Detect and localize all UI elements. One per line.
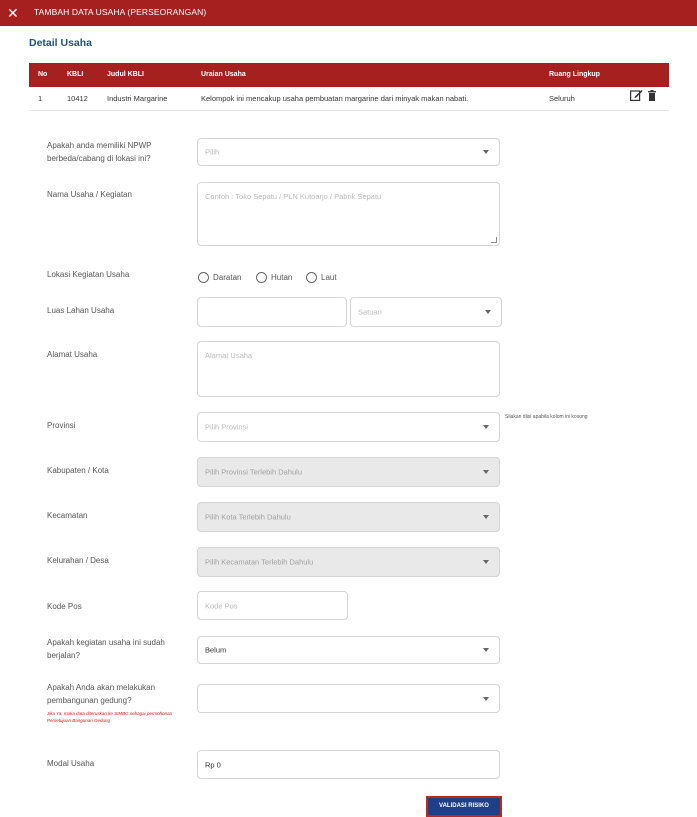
- provinsi-select[interactable]: Pilih Provinsi: [197, 412, 500, 442]
- berjalan-label: Apakah kegiatan usaha ini sudah berjalan?: [47, 638, 165, 660]
- modal-usaha-input[interactable]: Rp 0: [197, 750, 500, 779]
- column-header-no: No: [38, 71, 48, 78]
- chevron-down-icon: [483, 648, 489, 652]
- column-header-judul: Judul KBLI: [107, 71, 144, 78]
- kode-pos-input[interactable]: Kode Pos: [197, 591, 348, 620]
- nama-usaha-textarea[interactable]: Contoh : Toko Sepatu / PLN Kutoarjo / Pabrik Sepatu: [197, 182, 500, 246]
- modal-usaha-label: Modal Usaha: [47, 759, 95, 768]
- radio-daratan[interactable]: Daratan: [198, 272, 241, 283]
- cell-judul: Industri Margarine: [107, 94, 168, 103]
- section-title: Detail Usaha: [29, 37, 93, 49]
- modal-header: [0, 0, 697, 26]
- kbli-table: [29, 63, 669, 111]
- provinsi-hint: Silakan diisi apabila kolom ini kosong: [505, 414, 588, 420]
- cell-no: 1: [38, 94, 43, 103]
- column-header-uraian: Uraian Usaha: [201, 71, 246, 78]
- column-header-kbli: KBLI: [67, 71, 84, 78]
- kabupaten-label: Kabupaten / Kota: [47, 466, 109, 475]
- radio-laut[interactable]: Laut: [306, 272, 337, 283]
- alamat-textarea[interactable]: Alamat Usaha: [197, 341, 500, 397]
- lokasi-label: Lokasi Kegiatan Usaha: [47, 270, 130, 279]
- validasi-risiko-button[interactable]: VALIDASI RISIKO: [426, 796, 502, 817]
- gedung-label: Apakah Anda akan melakukan pembangunan gedung?: [47, 683, 156, 705]
- chevron-down-icon: [483, 470, 489, 474]
- alamat-label: Alamat Usaha: [47, 350, 98, 359]
- luas-lahan-label: Luas Lahan Usaha: [47, 306, 115, 315]
- modal-title: TAMBAH DATA USAHA (PERSEORANGAN): [34, 7, 207, 17]
- nama-usaha-label: Nama Usaha / Kegiatan: [47, 190, 132, 199]
- edit-icon[interactable]: [630, 87, 643, 111]
- kelurahan-select[interactable]: Pilih Kecamatan Terlebih Dahulu: [197, 547, 500, 577]
- chevron-down-icon: [483, 150, 489, 154]
- radio-hutan[interactable]: Hutan: [256, 272, 292, 283]
- delete-icon[interactable]: [648, 87, 656, 111]
- close-icon[interactable]: ✕: [7, 5, 19, 21]
- column-header-ruang: Ruang Lingkup: [549, 71, 600, 78]
- cell-uraian: Kelompok ini mencakup usaha pembuatan margarine dari minyak makan nabati.: [201, 94, 469, 103]
- chevron-down-icon: [483, 515, 489, 519]
- table-header: [29, 63, 669, 87]
- berjalan-select[interactable]: Belum: [197, 636, 500, 664]
- npwp-select[interactable]: Pilih: [197, 138, 500, 166]
- cell-kbli: 10412: [67, 94, 88, 103]
- cell-ruang: Seluruh: [549, 94, 575, 103]
- radio-circle-icon: [198, 272, 209, 283]
- kode-pos-label: Kode Pos: [47, 602, 82, 611]
- chevron-down-icon: [483, 425, 489, 429]
- resize-handle[interactable]: [491, 237, 497, 243]
- chevron-down-icon: [483, 697, 489, 701]
- radio-circle-icon: [306, 272, 317, 283]
- chevron-down-icon: [485, 310, 491, 314]
- gedung-select[interactable]: [197, 684, 500, 713]
- chevron-down-icon: [483, 560, 489, 564]
- satuan-select[interactable]: Satuan: [350, 297, 502, 327]
- kecamatan-select[interactable]: Pilih Kota Terlebih Dahulu: [197, 502, 500, 532]
- radio-circle-icon: [256, 272, 267, 283]
- kabupaten-select[interactable]: Pilih Provinsi Terlebih Dahulu: [197, 457, 500, 487]
- npwp-label: Apakah anda memiliki NPWP berbeda/cabang di lokasi ini?: [47, 141, 152, 163]
- kelurahan-label: Kelurahan / Desa: [47, 556, 109, 565]
- kecamatan-label: Kecamatan: [47, 511, 88, 520]
- gedung-note: Jika Ya, maka data diteruskan ke SIMBG sebagai permohonan Persetujuan Bangunan Gedung: [47, 711, 173, 723]
- provinsi-label: Provinsi: [47, 421, 76, 430]
- luas-lahan-input[interactable]: [197, 297, 347, 327]
- table-row: [29, 87, 669, 111]
